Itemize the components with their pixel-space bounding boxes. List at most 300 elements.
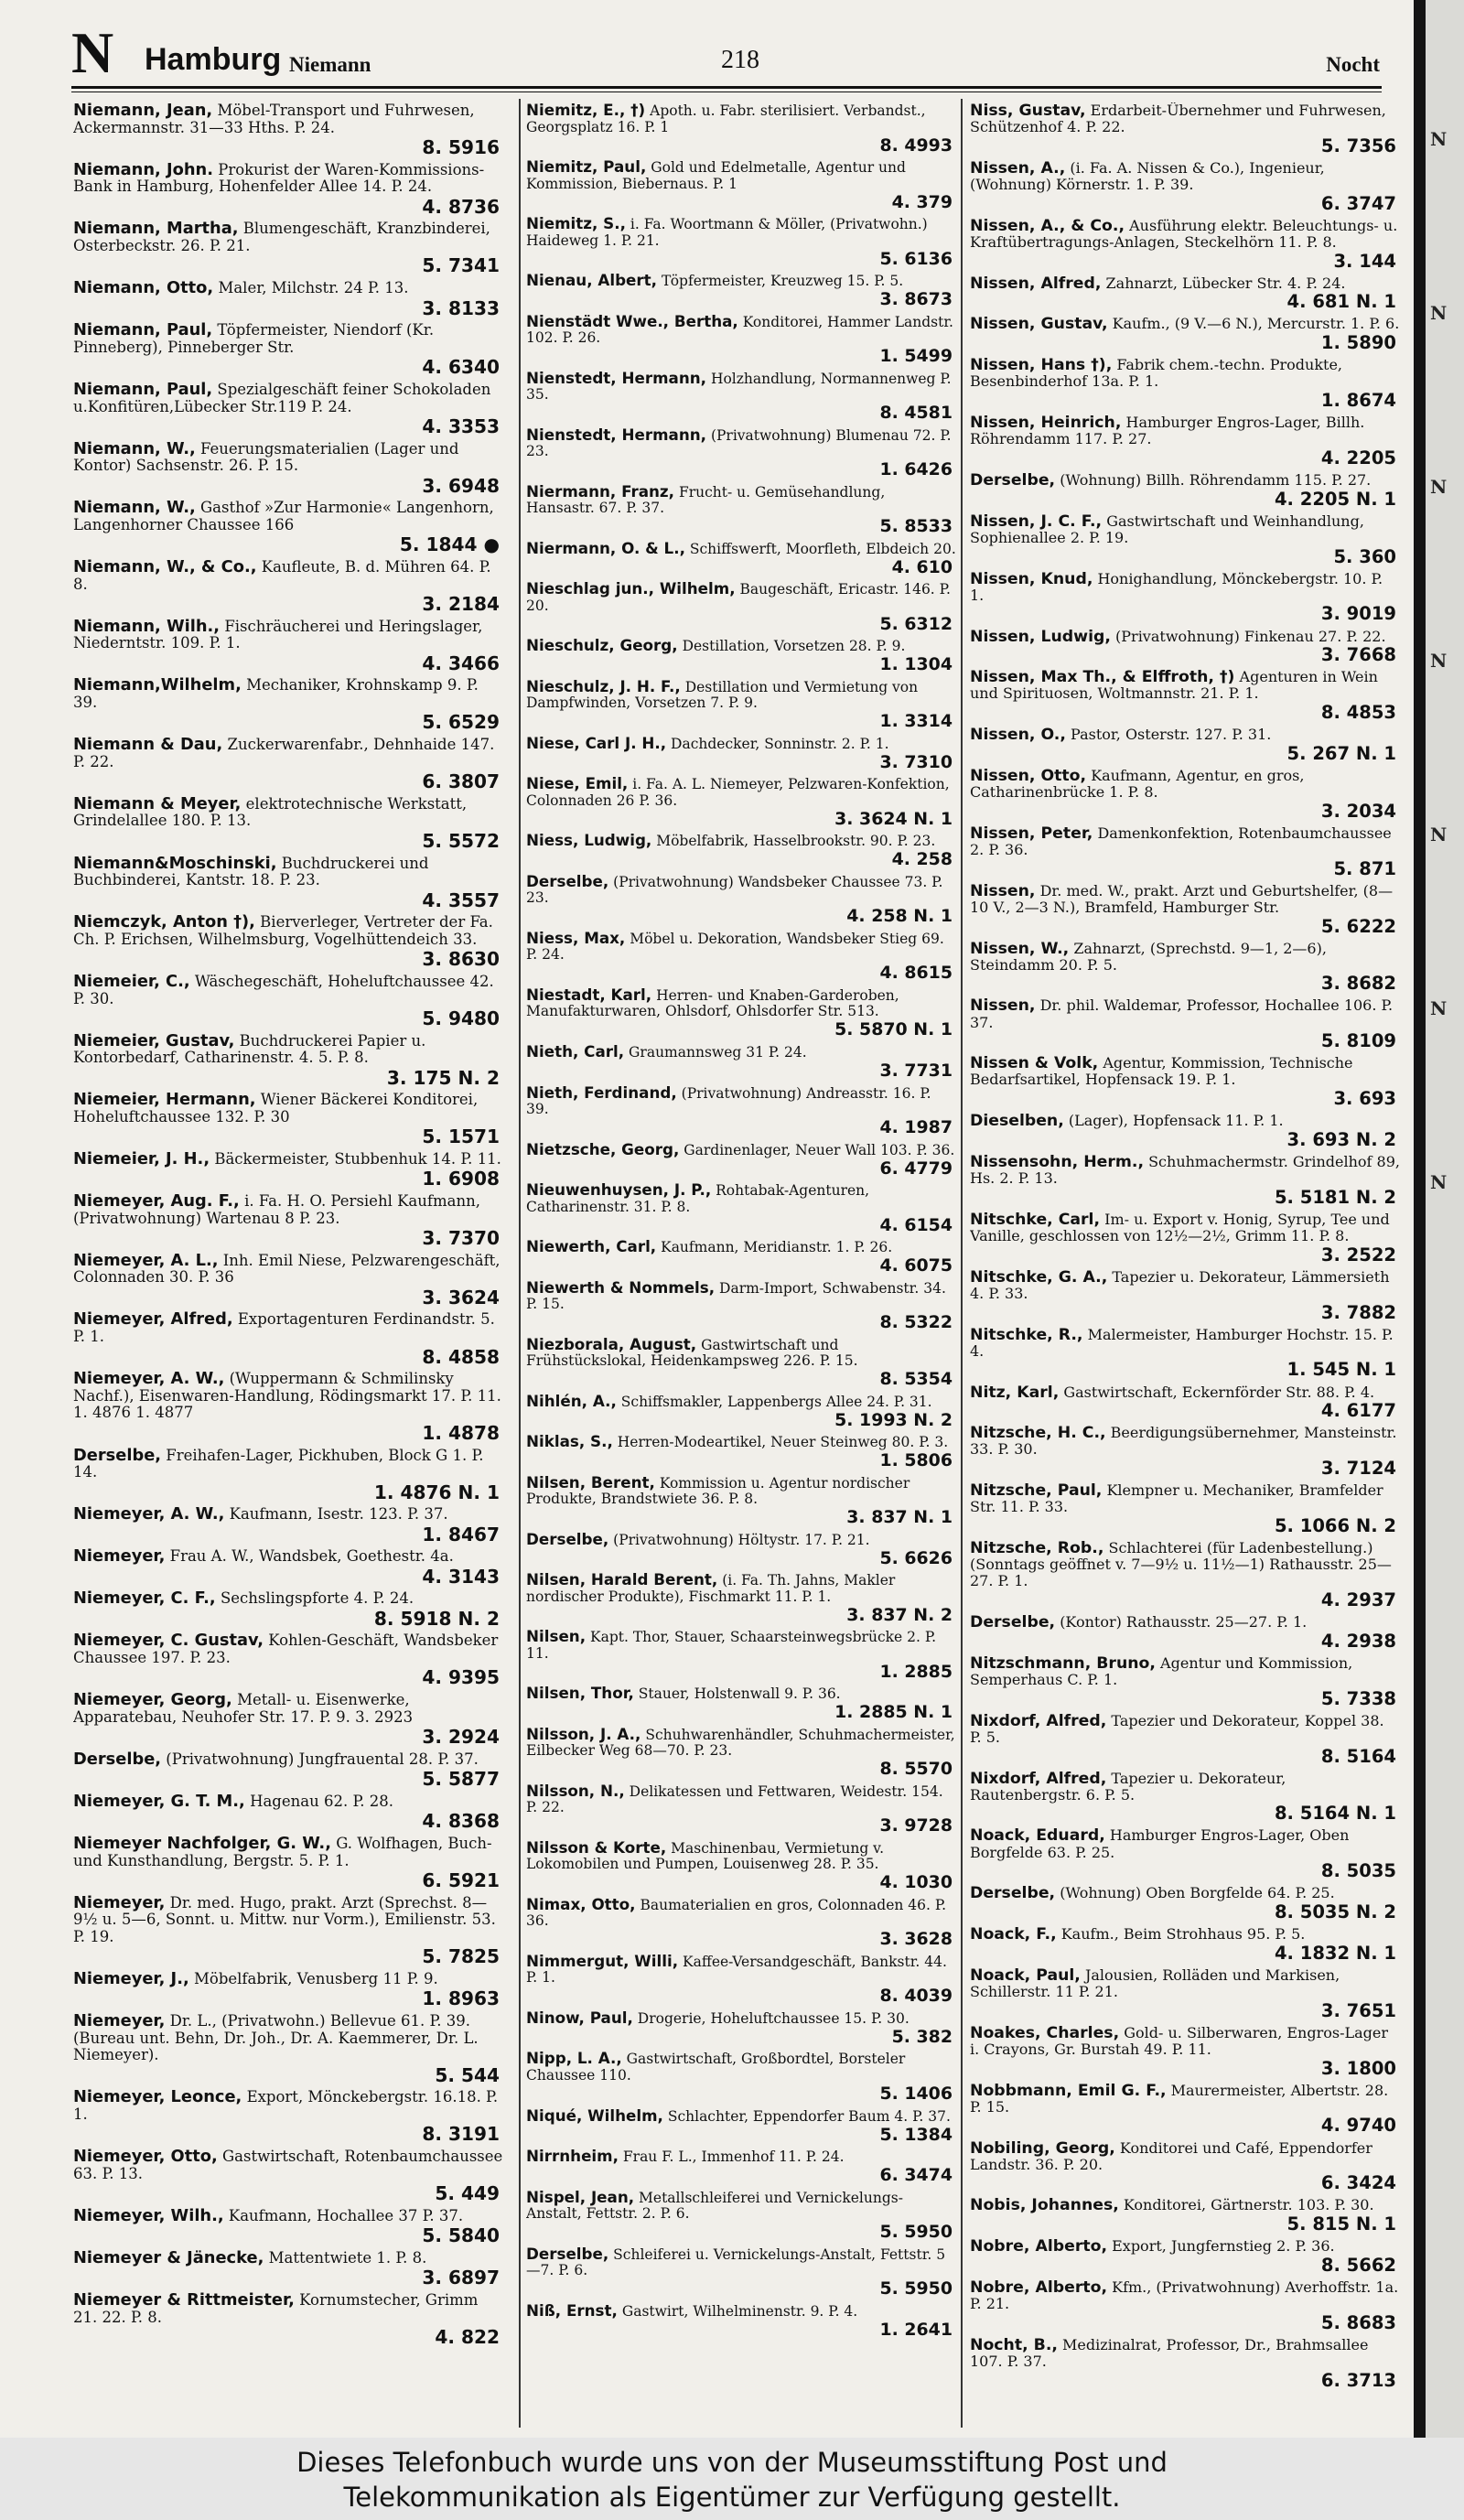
- column-2: [526, 102, 956, 2431]
- directory-entry: [526, 581, 956, 634]
- entry-name: Noack, Eduard,: [970, 1826, 1105, 1846]
- phone-number: 1. 5499: [879, 346, 953, 367]
- entry-details: Drogerie, Hoheluftchaussee 15. P. 30.: [637, 2009, 910, 2027]
- phone-number: 5. 5877: [422, 1768, 500, 1791]
- directory-entry: [526, 2010, 956, 2048]
- phone-number: 8. 4853: [1320, 702, 1396, 724]
- entry-name: Niemann, Paul,: [73, 320, 213, 340]
- entry-name: Nispel, Jean,: [526, 2187, 635, 2206]
- directory-entry: [970, 102, 1400, 156]
- entry-details: Konditorei und Café, Eppendorfer Landstr. 36. P. 20.: [970, 2138, 1372, 2173]
- directory-entry: [970, 1885, 1400, 1922]
- phone-number: 1. 4876 N. 1: [373, 1481, 500, 1503]
- entry-details: (Wohnung) Billh. Röhrendamm 115. P. 27.: [1060, 470, 1372, 489]
- entry-details: Destillation und Vermietung von Dampfwinden, Vorsetzen 7. P. 9.: [526, 678, 919, 712]
- entry-details: Schiffsmakler, Lappenbergs Allee 24. P. 31.: [620, 1393, 932, 1410]
- directory-entry: [970, 883, 1400, 937]
- entry-name: Derselbe,: [526, 2244, 609, 2263]
- entry-details: Dr. phil. Waldemar, Professor, Hochallee 106. P. 37.: [970, 996, 1394, 1031]
- directory-entry: [73, 1590, 503, 1629]
- entry-name: Nitz, Karl,: [970, 1383, 1060, 1402]
- directory-entry: [73, 2247, 503, 2289]
- entry-details: Hagenau 62. P. 28.: [250, 1792, 393, 1810]
- directory-entry: [970, 1827, 1400, 1881]
- footer-line-2: Telekommunikation als Eigentümer zur Verfügung gestellt.: [343, 2482, 1121, 2513]
- phone-number: 4. 6177: [1320, 1400, 1396, 1422]
- directory-entry: [73, 500, 503, 555]
- phone-number: 5. 544: [435, 2063, 500, 2086]
- directory-entry: [526, 1783, 956, 1836]
- entry-details: Metallschleiferei und Vernickelungs-Anstalt, Fettstr. 2. P. 6.: [526, 2189, 903, 2223]
- directory-entry: [526, 1629, 956, 1682]
- phone-number: 8. 5322: [879, 1312, 953, 1333]
- entry-details: Agenturen in Wein und Spirituosen, Woltmannstr. 21. P. 1.: [970, 668, 1378, 703]
- phone-number: 3. 8673: [879, 289, 953, 310]
- entry-name: Niemann, W., & Co.,: [73, 556, 257, 576]
- phone-number: 8. 4581: [879, 403, 953, 424]
- entry-name: Nilsson, J. A.,: [526, 1724, 641, 1743]
- directory-entry: [73, 280, 503, 318]
- entry-details: Medizinalrat, Professor, Dr., Brahmsallee 107. P. 37.: [970, 2335, 1369, 2370]
- entry-details: G. Wolfhagen, Buch- und Kunsthandlung, Bergstr. 5. P. 1.: [73, 1834, 492, 1869]
- edge-fragment: N: [1430, 997, 1448, 1019]
- entry-details: Spezialgeschäft feiner Schokoladen u.Konfitüren,Lübecker Str.119 P. 24.: [73, 380, 491, 415]
- entry-name: Noakes, Charles,: [970, 2023, 1120, 2042]
- directory-entry: [970, 2337, 1400, 2391]
- directory-entry: [970, 472, 1400, 510]
- directory-entry: [526, 1685, 956, 1723]
- entry-details: Kaufleute, B. d. Mühren 64. P. 8.: [73, 557, 491, 593]
- entry-name: Niermann, Franz,: [526, 481, 674, 501]
- entry-name: Nienstädt Wwe., Bertha,: [526, 311, 738, 330]
- city-name: Hamburg: [145, 42, 282, 77]
- phone-number: 6. 3474: [879, 2165, 953, 2186]
- directory-entry: [73, 1151, 503, 1190]
- entry-name: Niemeyer, Leonce,: [73, 2087, 242, 2107]
- directory-entry: [73, 438, 503, 497]
- entry-details: Erdarbeit-Übernehmer und Fuhrwesen, Schützenhof 4. P. 22.: [970, 102, 1386, 136]
- directory-entry: [970, 1926, 1400, 1964]
- phone-number: 1. 2641: [879, 2319, 953, 2340]
- edge-fragment: N: [1430, 128, 1448, 150]
- directory-entry: [526, 1951, 956, 2007]
- phone-number: 3. 6897: [422, 2267, 500, 2289]
- directory-entry: [526, 676, 956, 732]
- entry-details: Bäckermeister, Stubbenhuk 14. P. 11.: [214, 1150, 501, 1168]
- entry-details: Dr. med. Hugo, prakt. Arzt (Sprechst. 8—9½ u. 5—6, Sonnt. u. Mittw. nur Vorm.), Emilienstr. 53. P. 19.: [73, 1893, 496, 1945]
- entry-name: Dieselben,: [970, 1112, 1064, 1131]
- directory-entry: [970, 629, 1400, 666]
- phone-number: 5. 1844 ●: [399, 533, 500, 556]
- phone-number: 4. 8615: [879, 963, 953, 984]
- entry-name: Niemeier, Hermann,: [73, 1090, 256, 1110]
- directory-entry: [526, 2051, 956, 2104]
- entry-details: Gasthof »Zur Harmonie« Langenhorn, Langenhorner Chaussee 166: [73, 499, 494, 533]
- directory-entry: [526, 1837, 956, 1893]
- index-letter: N: [71, 20, 114, 85]
- entry-name: Nirrnheim,: [526, 2147, 619, 2166]
- entry-details: Möbel u. Dekoration, Wandsbeker Stieg 69. P. 24.: [526, 930, 944, 964]
- entry-name: Noack, Paul,: [970, 1965, 1081, 1985]
- directory-entry: [970, 160, 1400, 214]
- entry-details: Konditorei, Hammer Landstr. 102. P. 26.: [526, 313, 953, 347]
- entry-name: Niewerth & Nommels,: [526, 1277, 716, 1297]
- phone-number: 3. 9019: [1320, 603, 1396, 625]
- entry-details: Beerdigungsübernehmer, Mansteinstr. 33. P. 30.: [970, 1424, 1397, 1459]
- entry-details: Schuhmachermstr. Grindelhof 89, Hs. 2. P. 13.: [970, 1153, 1400, 1188]
- entry-details: Prokurist der Waren-Kommissions-Bank in Hamburg, Hohenfelder Allee 14. P. 24.: [73, 160, 485, 196]
- entry-details: (Privatwohnung) Jungfrauental 28. P. 37.: [166, 1750, 479, 1768]
- phone-number: 1. 3314: [879, 711, 953, 732]
- phone-number: 6. 3807: [422, 770, 500, 793]
- phone-number: 4. 2205: [1320, 447, 1396, 468]
- entry-details: Frau A. W., Wandsbek, Goethestr. 4a.: [169, 1547, 454, 1566]
- entry-details: Schleiferei u. Vernickelungs-Anstalt, Fettstr. 5—7. P. 6.: [526, 2245, 946, 2279]
- directory-entry: [73, 1250, 503, 1308]
- edge-fragment: N: [1430, 650, 1448, 672]
- entry-name: Nissen, Hans †),: [970, 356, 1113, 375]
- phone-number: 4. 681 N. 1: [1286, 291, 1396, 313]
- directory-entry: [73, 102, 503, 158]
- phone-number: 6. 4779: [879, 1158, 953, 1179]
- phone-number: 5. 5572: [422, 829, 500, 852]
- entry-name: Niemann, Wilh.,: [73, 616, 221, 636]
- entry-details: Zuckerwarenfabr., Dehnhaide 147. P. 22.: [73, 736, 495, 770]
- entry-details: Baumaterialien en gros, Colonnaden 46. P. 36.: [526, 1896, 947, 1930]
- entry-name: Nilsen,: [526, 1627, 587, 1646]
- phone-number: 5. 5840: [422, 2224, 500, 2247]
- entry-name: Niess, Ludwig,: [526, 831, 652, 850]
- phone-number: 4. 3353: [422, 415, 500, 437]
- directory-entry: [970, 1384, 1400, 1422]
- entry-details: Konditorei, Gärtnerstr. 103. P. 30.: [1123, 2196, 1374, 2214]
- entry-name: Nissen,: [970, 881, 1036, 900]
- directory-entry: [73, 1311, 503, 1367]
- directory-entry: [73, 1030, 503, 1089]
- entry-name: Nissen, Alfred,: [970, 274, 1102, 293]
- entry-name: Niemeier, Gustav,: [73, 1030, 235, 1050]
- directory-entry: [526, 1041, 956, 1082]
- directory-entry: [73, 159, 503, 218]
- entry-details: Fabrik chem.-techn. Produkte, Besenbinderhof 13a. P. 1.: [970, 356, 1343, 391]
- phone-number: 3. 8630: [422, 948, 500, 971]
- phone-number: 4. 610: [891, 556, 953, 577]
- phone-number: 3. 2924: [422, 1726, 500, 1749]
- phone-number: 5. 9480: [422, 1007, 500, 1029]
- directory-entry: [526, 2187, 956, 2243]
- phone-number: 4. 258: [891, 849, 953, 870]
- directory-entry: [526, 776, 956, 829]
- entry-name: Niemeyer, C. F.,: [73, 1588, 216, 1609]
- entry-details: Graumannsweg 31 P. 24.: [629, 1043, 807, 1061]
- directory-entry: [970, 218, 1400, 272]
- phone-number: 3. 8682: [1320, 973, 1396, 995]
- entry-name: Nissen, W.,: [970, 939, 1070, 958]
- phone-number: 5. 5181 N. 2: [1274, 1186, 1396, 1208]
- directory-entry: [970, 997, 1400, 1051]
- directory-entry: [526, 102, 956, 156]
- last-entry-name: Nocht: [1326, 53, 1380, 76]
- entry-name: Niestadt, Karl,: [526, 985, 652, 1004]
- phone-number: 5. 1571: [422, 1125, 500, 1148]
- entry-details: (Privatwohnung) Höltystr. 17. P. 21.: [613, 1531, 870, 1548]
- edge-fragment: N: [1430, 476, 1448, 498]
- entry-name: Nissen, Ludwig,: [970, 627, 1111, 646]
- entry-name: Niemann&Moschinski,: [73, 853, 277, 873]
- entry-name: Niemitz, E., †): [526, 102, 646, 119]
- entry-details: Wiener Bäckerei Konditorei, Hoheluftchaussee 132. P. 30: [73, 1091, 479, 1125]
- directory-entry: [970, 2197, 1400, 2235]
- phone-number: 4. 1832 N. 1: [1274, 1942, 1396, 1964]
- phone-number: 1. 5890: [1320, 332, 1396, 354]
- directory-entry: [970, 275, 1400, 313]
- entry-details: Zahnarzt, Lübecker Str. 4. P. 24.: [1105, 274, 1346, 292]
- directory-entry: [526, 159, 956, 212]
- phone-number: 5. 7825: [422, 1945, 500, 1968]
- entry-details: Kapt. Thor, Stauer, Schaarsteinwegsbrücke 2. P. 11.: [526, 1629, 937, 1662]
- entry-name: Niemeyer,: [73, 1546, 166, 1567]
- directory-entry: [970, 2238, 1400, 2276]
- entry-details: Frau F. L., Immenhof 11. P. 24.: [622, 2148, 845, 2166]
- directory-entry: [73, 1692, 503, 1748]
- entry-details: Dr. L., (Privatwohn.) Bellevue 61. P. 39. (Bureau unt. Behn, Dr. Joh., Dr. A. Kaemmerer, Dr. L. Niemeyer).: [73, 2012, 479, 2064]
- directory-entry: [526, 311, 956, 367]
- directory-entry: [970, 1771, 1400, 1825]
- directory-entry: [970, 1055, 1400, 1109]
- entry-details: Export, Jungfernstieg 2. P. 36.: [1112, 2237, 1335, 2256]
- entry-name: Nissen, A., & Co.,: [970, 216, 1125, 235]
- entry-name: Niezborala, August,: [526, 1334, 697, 1353]
- column-1: [73, 102, 503, 2431]
- entry-name: Niemeier, J. H.,: [73, 1149, 210, 1169]
- entry-details: Kornumstecher, Grimm 21. 22. P. 8.: [73, 2290, 479, 2326]
- entry-details: Fischräucherei und Heringslager, Niederntstr. 109. P. 1.: [73, 617, 483, 652]
- phone-number: 4. 822: [435, 2326, 500, 2348]
- entry-details: Baugeschäft, Ericastr. 146. P. 20.: [526, 581, 951, 614]
- directory-entry: [970, 825, 1400, 879]
- directory-entry: [970, 1327, 1400, 1381]
- phone-number: 8. 5164 N. 1: [1274, 1803, 1396, 1825]
- phone-number: 8. 5164: [1320, 1745, 1396, 1767]
- phone-number: 1. 1304: [879, 654, 953, 675]
- phone-number: 5. 382: [891, 2026, 953, 2047]
- entry-name: Nitschke, Carl,: [970, 1210, 1101, 1229]
- entry-details: Gold- u. Silberwaren, Engros-Lager i. Crayons, Gr. Burstah 49. P. 11.: [970, 2023, 1389, 2058]
- phone-number: 4. 3557: [422, 888, 500, 911]
- entry-name: Nieth, Ferdinand,: [526, 1082, 677, 1102]
- entry-name: Nobre, Alberto,: [970, 2278, 1108, 2298]
- entry-name: Niese, Emil,: [526, 774, 629, 793]
- directory-entry: [73, 1751, 503, 1790]
- entry-details: Holzhandlung, Normannenweg P. 35.: [526, 370, 952, 404]
- edge-fragment: N: [1430, 1171, 1448, 1193]
- phone-number: 8. 5916: [422, 136, 500, 159]
- phone-number: 3. 7882: [1320, 1301, 1396, 1323]
- entry-details: Gastwirtschaft, Eckernförder Str. 88. P. 4.: [1063, 1383, 1375, 1401]
- entry-name: Nissensohn, Herm.,: [970, 1153, 1144, 1172]
- entry-name: Nitzsche, H. C.,: [970, 1424, 1106, 1443]
- directory-entry: [526, 368, 956, 424]
- phone-number: 1. 6426: [879, 459, 953, 480]
- entry-details: i. Fa. Woortmann & Möller, (Privatwohn.) Haideweg 1. P. 21.: [526, 216, 928, 249]
- directory-entry: [970, 1425, 1400, 1479]
- entry-name: Nieschulz, J. H. F.,: [526, 676, 681, 695]
- phone-number: 1. 6908: [422, 1168, 500, 1190]
- entry-details: Ausführung elektr. Beleuchtungs- u. Kraftübertragungs-Anlagen, Steckelhörn 11. P. 8.: [970, 216, 1398, 251]
- directory-entry: [73, 793, 503, 852]
- directory-entry: [526, 1334, 956, 1390]
- directory-entry: [526, 1277, 956, 1333]
- entry-name: Nietzsche, Georg,: [526, 1139, 680, 1158]
- phone-number: 5. 5950: [879, 2222, 953, 2243]
- entry-details: Wäschegeschäft, Hoheluftchaussee 42. P. 30.: [73, 972, 494, 1007]
- entry-details: Möbelfabrik, Venusberg 11 P. 9.: [193, 1970, 438, 1987]
- directory-entry: [970, 415, 1400, 468]
- phone-number: 4. 3143: [422, 1565, 500, 1588]
- entry-details: (Wohnung) Oben Borgfelde 64. P. 25.: [1060, 1884, 1335, 1902]
- entry-name: Niemeyer, A. W.,: [73, 1369, 225, 1389]
- entry-name: Nieschulz, Georg,: [526, 636, 678, 655]
- entry-name: Noack, F.,: [970, 1925, 1057, 1944]
- phone-number: 4. 2205 N. 1: [1274, 488, 1396, 510]
- entry-name: Niqué, Wilhelm,: [526, 2105, 663, 2125]
- directory-entry: [526, 2105, 956, 2146]
- directory-entry: [73, 1193, 503, 1249]
- entry-details: (Privatwohnung) Andreasstr. 16. P. 39.: [526, 1084, 931, 1118]
- entry-name: Niemeyer, Georg,: [73, 1690, 232, 1710]
- phone-number: 3. 3624 N. 1: [834, 808, 953, 829]
- entry-name: Niemeyer, A. L.,: [73, 1250, 219, 1270]
- phone-number: 3. 1800: [1320, 2057, 1396, 2079]
- entry-name: Nimax, Otto,: [526, 1894, 636, 1913]
- footer-line-1: Dieses Telefonbuch wurde uns von der Museumsstiftung Post und: [296, 2447, 1168, 2478]
- entry-details: Möbel-Transport und Fuhrwesen, Ackermannstr. 31—33 Hths. P. 24.: [73, 102, 475, 136]
- entry-name: Niemeyer & Rittmeister,: [73, 2289, 295, 2310]
- entry-details: (Privatwohnung) Blumenau 72. P. 23.: [526, 426, 952, 460]
- phone-number: 3. 7731: [879, 1060, 953, 1081]
- entry-details: Töpfermeister, Kreuzweg 15. P. 5.: [661, 273, 904, 290]
- directory-entry: [970, 2140, 1400, 2194]
- entry-details: Maler, Milchstr. 24 P. 13.: [218, 279, 409, 297]
- entry-details: Delikatessen und Fettwaren, Weidestr. 154. P. 22.: [526, 1782, 943, 1816]
- phone-number: 5. 6222: [1320, 915, 1396, 937]
- adjacent-page-edge: [1414, 0, 1464, 2438]
- phone-number: 1. 8467: [422, 1523, 500, 1545]
- directory-entry: [970, 1269, 1400, 1323]
- entry-details: Klempner u. Mechaniker, Bramfelder Str. 11. P. 33.: [970, 1481, 1383, 1516]
- directory-entry: [73, 2205, 503, 2247]
- directory-entry: [73, 1632, 503, 1688]
- entry-details: Maschinenbau, Vermietung v. Lokomobilen und Pumpen, Louisenweg 28. P. 35.: [526, 1839, 885, 1873]
- entry-name: Nobbmann, Emil G. F.,: [970, 2081, 1167, 2100]
- entry-name: Nobre, Alberto,: [970, 2237, 1108, 2256]
- entry-details: i. Fa. H. O. Persiehl Kaufmann, (Privatwohnung) Wartenau 8 P. 23.: [73, 1192, 480, 1227]
- entry-name: Niemeyer, Aug. F.,: [73, 1191, 240, 1212]
- directory-entry: [970, 1713, 1400, 1767]
- phone-number: 8. 5662: [1320, 2254, 1396, 2276]
- directory-entry: [526, 871, 956, 927]
- phone-number: 1. 5806: [879, 1450, 953, 1471]
- entry-details: Gastwirtschaft, Großbordtel, Borsteler Chaussee 110.: [526, 2051, 906, 2084]
- entry-details: Tapezier u. Dekorateur, Lämmersieth 4. P. 33.: [970, 1267, 1390, 1302]
- directory-entry: [73, 1445, 503, 1503]
- entry-details: Gastwirtschaft und Weinhandlung, Sophienallee 2. P. 19.: [970, 512, 1364, 546]
- entry-name: Niemann, Otto,: [73, 278, 214, 298]
- entry-name: Nihlén, A.,: [526, 1391, 617, 1410]
- phone-number: 3. 175 N. 2: [386, 1066, 500, 1089]
- entry-details: Blumengeschäft, Kranzbinderei, Osterbeckstr. 26. P. 21.: [73, 220, 490, 255]
- entry-details: Tapezier u. Dekorateur, Rautenbergstr. 6. P. 5.: [970, 1769, 1286, 1804]
- phone-number: 4. 379: [891, 191, 953, 212]
- entry-name: Nienstedt, Hermann,: [526, 368, 706, 387]
- directory-entry: [970, 1482, 1400, 1536]
- phone-number: 3. 7651: [1320, 1999, 1396, 2021]
- directory-entry: [970, 1655, 1400, 1709]
- directory-entry: [526, 273, 956, 310]
- entry-name: Nienau, Albert,: [526, 271, 658, 290]
- phone-number: 8. 5570: [879, 1759, 953, 1780]
- directory-entry: [526, 638, 956, 675]
- column-divider: [961, 99, 963, 2428]
- entry-name: Nixdorf, Alfred,: [970, 1711, 1107, 1730]
- entry-details: Mattentwiete 1. P. 8.: [268, 2248, 427, 2267]
- entry-details: Pastor, Osterstr. 127. P. 31.: [1071, 726, 1272, 744]
- entry-name: Nissen, Peter,: [970, 824, 1093, 843]
- directory-entry: [73, 1892, 503, 1968]
- entry-name: Nissen,: [970, 996, 1036, 1016]
- directory-entry: [73, 853, 503, 911]
- entry-details: Metall- u. Eisenwerke, Apparatebau, Neuhofer Str. 17. P. 9. 3. 2923: [73, 1691, 414, 1726]
- entry-name: Niemitz, S.,: [526, 214, 626, 233]
- entry-details: Kaufm., Beim Strohhaus 95. P. 5.: [1060, 1925, 1306, 1944]
- directory-entry: [73, 971, 503, 1029]
- entry-details: Buchdruckerei Papier u. Kontorbedarf, Catharinenstr. 4. 5. P. 8.: [73, 1031, 426, 1067]
- directory-entry: [526, 216, 956, 269]
- entry-details: Mechaniker, Krohnskamp 9. P. 39.: [73, 676, 479, 712]
- directory-entry: [526, 733, 956, 773]
- entry-name: Derselbe,: [73, 1445, 162, 1465]
- phone-number: 8. 5354: [879, 1369, 953, 1390]
- entry-details: Gold und Edelmetalle, Agentur und Kommission, Biebernaus. P. 1: [526, 159, 906, 192]
- phone-number: 8. 4993: [879, 135, 953, 156]
- directory-entry: [526, 1391, 956, 1431]
- entry-name: Niemann, Martha,: [73, 219, 239, 239]
- phone-number: 1. 8963: [422, 1987, 500, 2010]
- entry-details: Bierverleger, Vertreter der Fa. Ch. P. Erichsen, Wilhelmsburg, Vogelhüttendeich 33.: [73, 913, 493, 948]
- entry-name: Nitschke, R.,: [970, 1325, 1083, 1344]
- entry-name: Niemitz, Paul,: [526, 157, 647, 177]
- entry-name: Nienstedt, Hermann,: [526, 425, 706, 444]
- entry-name: Niewerth, Carl,: [526, 1237, 657, 1256]
- entry-name: Nissen & Volk,: [970, 1054, 1099, 1073]
- entry-details: Sechslingspforte 4. P. 24.: [220, 1589, 414, 1608]
- entry-name: Niemeyer, Wilh.,: [73, 2205, 224, 2225]
- phone-number: 8. 5918 N. 2: [373, 1607, 500, 1630]
- entry-name: Nilsson & Korte,: [526, 1837, 667, 1857]
- entry-details: Gastwirtschaft und Frühstückslokal, Heidenkampsweg 226. P. 15.: [526, 1336, 858, 1370]
- entry-name: Nixdorf, Alfred,: [970, 1769, 1107, 1788]
- entry-details: Kaufm., (9 V.—6 N.), Mercurstr. 1. P. 6.: [1112, 315, 1400, 333]
- phone-number: 8. 5035: [1320, 1860, 1396, 1882]
- edge-fragment: N: [1430, 824, 1448, 845]
- entry-details: Kaufmann, Isestr. 123. P. 37.: [229, 1505, 448, 1524]
- phone-number: 8. 4039: [879, 1986, 953, 2007]
- phone-number: 6. 3713: [1320, 2369, 1396, 2391]
- directory-entry: [970, 571, 1400, 625]
- phone-number: 3. 2184: [422, 593, 500, 616]
- entry-details: Freihafen-Lager, Pickhuben, Block G 1. P. 14.: [73, 1446, 484, 1481]
- entry-details: (Lager), Hopfensack 11. P. 1.: [1068, 1112, 1284, 1130]
